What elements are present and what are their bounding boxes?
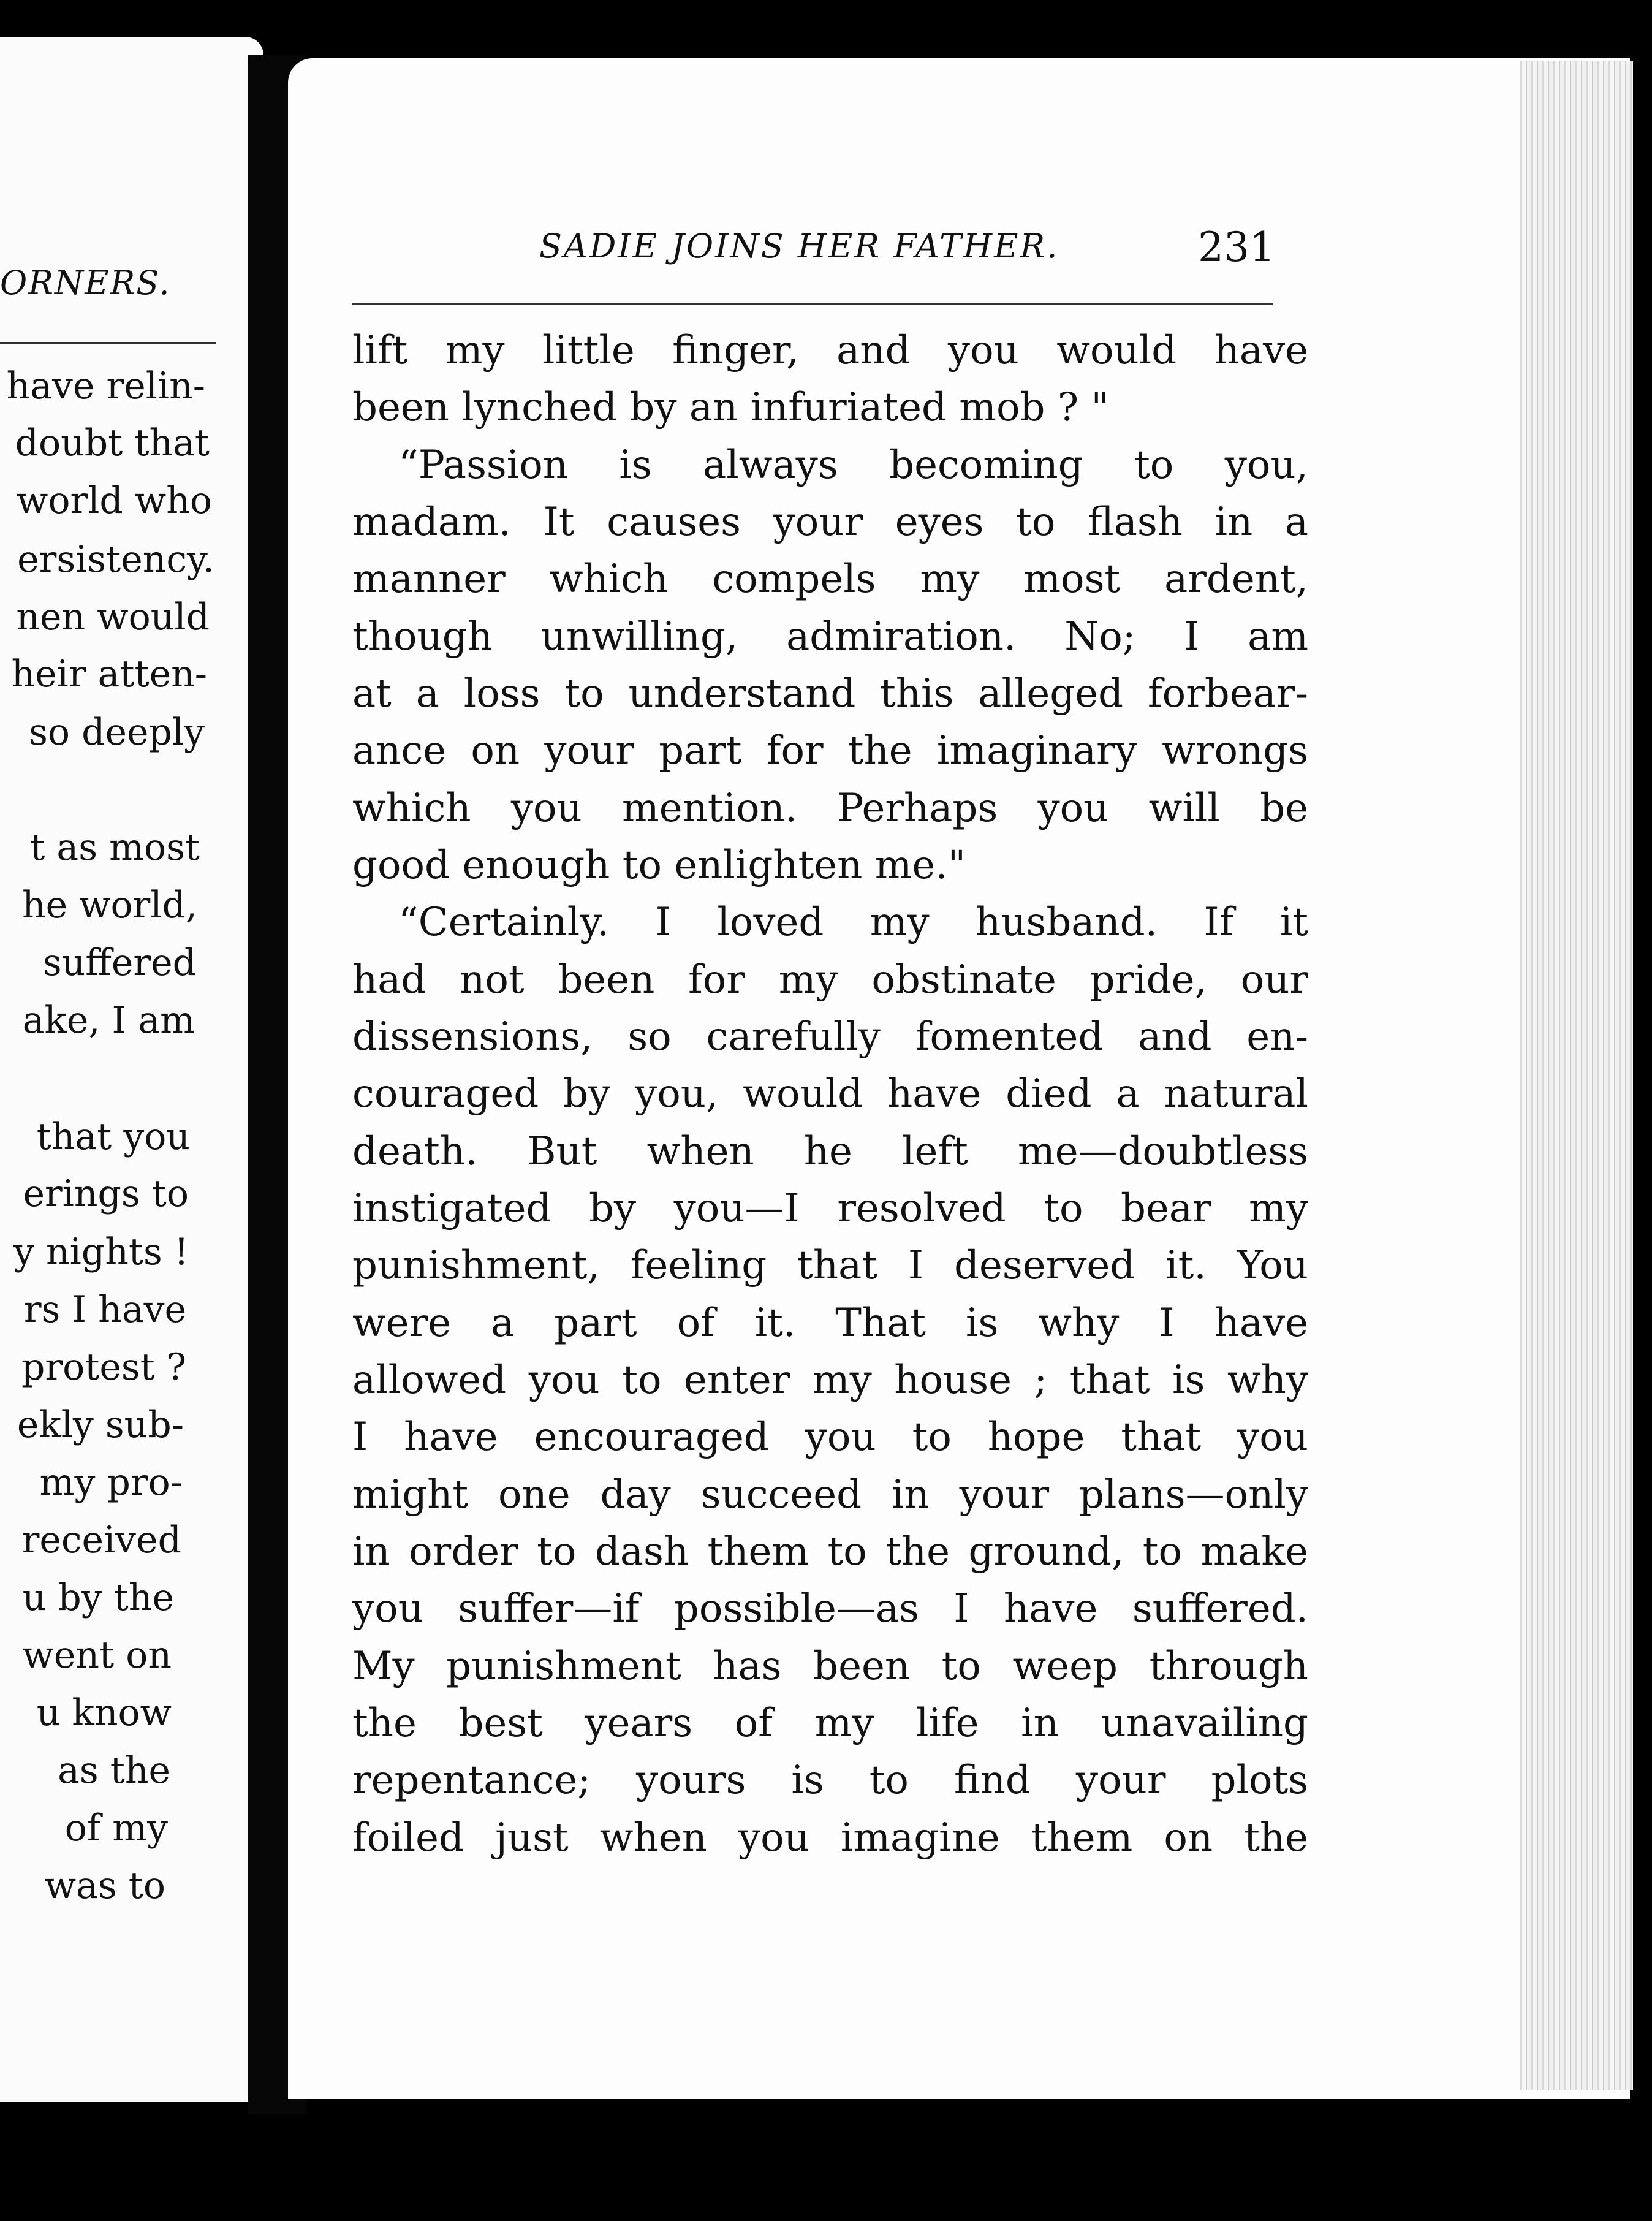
body-line: “Certainly. I loved my husband. If it (398, 900, 1308, 945)
left-line: world who (17, 479, 212, 522)
left-line: went on (22, 1634, 172, 1677)
left-line: so deeply (29, 711, 205, 754)
left-line: y nights ! (13, 1231, 189, 1274)
left-line: protest ? (21, 1346, 186, 1389)
body-line: lift my little finger, and you would have (352, 328, 1308, 373)
left-line: u by the (22, 1576, 174, 1619)
body-line: My punishment has been to weep through (352, 1644, 1308, 1689)
left-line: doubt that (15, 422, 210, 465)
left-line: nen would (16, 596, 210, 639)
left-line: erings to (23, 1172, 189, 1215)
body-line: though unwilling, admiration. No; I am (352, 614, 1308, 659)
body-line: couraged by you, would have died a natural (352, 1071, 1308, 1117)
body-line: madam. It causes your eyes to flash in a (352, 499, 1308, 545)
left-line: suffered (42, 941, 196, 984)
left-line: ake, I am (22, 999, 195, 1042)
running-head: SADIE JOINS HER FATHER. (539, 227, 1059, 265)
body-line: the best years of my life in unavailing (352, 1701, 1308, 1746)
header-rule (352, 303, 1273, 305)
body-line: dissensions, so carefully fomented and en- (352, 1014, 1308, 1060)
page-edges (1520, 61, 1633, 2090)
body-line: punishment, feeling that I deserved it. You (352, 1243, 1308, 1288)
left-line: as the (58, 1749, 170, 1792)
body-line: been lynched by an infuriated mob ? " (352, 385, 1109, 430)
body-line: good enough to enlighten me." (352, 843, 966, 888)
body-line: “Passion is always becoming to you, (398, 442, 1308, 488)
body-line: foiled just when you imagine them on the (352, 1815, 1308, 1861)
left-line: received (21, 1519, 181, 1562)
body-line: I have encouraged you to hope that you (352, 1414, 1308, 1460)
body-line: had not been for my obstinate pride, our (352, 957, 1308, 1003)
left-line: u know (36, 1691, 172, 1734)
left-line: of my (64, 1807, 168, 1850)
left-line: my pro- (39, 1461, 183, 1504)
page-number: 231 (1198, 224, 1275, 271)
left-line: that you (36, 1115, 190, 1158)
left-line: was to (44, 1864, 165, 1907)
body-line: which you mention. Perhaps you will be (352, 786, 1308, 831)
body-line: repentance; yours is to find your plots (352, 1758, 1308, 1803)
left-line: he world, (21, 884, 197, 927)
left-line: heir atten- (11, 653, 207, 696)
left-line: have relin- (6, 365, 205, 408)
body-line: death. But when he left me—doubtless (352, 1129, 1308, 1174)
body-line: were a part of it. That is why I have (352, 1300, 1308, 1346)
left-line: rs I have (23, 1288, 186, 1331)
body-line: you suffer—if possible—as I have suffered. (352, 1586, 1308, 1631)
body-line: in order to dash them to the ground, to make (352, 1529, 1308, 1574)
left-line: ersistency. (17, 538, 214, 581)
left-line: t as most (30, 826, 200, 869)
body-line: at a loss to understand this alleged forbear- (352, 671, 1308, 716)
body-line: manner which compels my most ardent, (352, 556, 1308, 602)
left-line: ekly sub- (17, 1403, 184, 1446)
left-running-head: ORNERS. (0, 264, 171, 302)
body-line: ance on your part for the imaginary wrongs (352, 728, 1308, 773)
body-line: allowed you to enter my house ; that is why (352, 1357, 1308, 1403)
left-header-rule (0, 342, 216, 344)
left-page (0, 37, 263, 2102)
body-line: might one day succeed in your plans—only (352, 1472, 1308, 1517)
body-line: instigated by you—I resolved to bear my (352, 1186, 1308, 1231)
